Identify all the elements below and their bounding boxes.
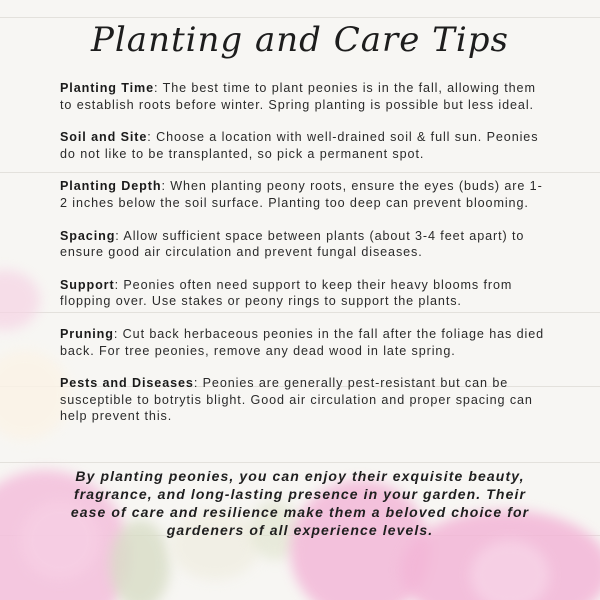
tip-heading: Pests and Diseases [60, 376, 194, 391]
tip-text: : Choose a location with well-drained soil & full sun. Peonies do not like to be transplanted, so pick a permanent spot. [60, 130, 539, 161]
tip-text: : Cut back herbaceous peonies in the fall after the foliage has died back. For tree peonies, remove any dead wood in late spring. [60, 326, 545, 358]
tip-text: : Peonies are generally pest-resistant but can be susceptible to botrytis blight. Good air circulation and proper spacing can help prevent this. [60, 376, 533, 424]
tip-heading: Soil and Site [60, 130, 148, 145]
tip-text: : When planting peony roots, ensure the eyes (buds) are 1-2 inches below the soil surface. Planting too deep can prevent blooming. [60, 179, 543, 210]
tip-pests-and-diseases [60, 375, 550, 425]
closing-statement: By planting peonies, you can enjoy their exquisite beauty, fragrance, and long-lasting presence in your garden. Their ease of care and resilience make them a beloved choice for gardeners of all experience levels. [70, 468, 530, 538]
tip-spacing [60, 228, 550, 261]
tip-pruning [60, 326, 550, 359]
tips-list [60, 80, 550, 441]
tip-text: : Peonies often need support to keep their heavy blooms from flopping over. Use stakes or peony rings to support the plants. [60, 277, 513, 309]
tip-support [60, 277, 550, 310]
peony-petal-decoration [0, 270, 40, 330]
tip-heading: Spacing [60, 228, 116, 243]
tip-heading: Pruning [60, 326, 114, 341]
tip-text: : Allow sufficient space between plants (about 3-4 feet apart) to ensure good air circulation and prevent fungal diseases. [60, 228, 525, 260]
tip-heading: Planting Time [60, 81, 155, 95]
tip-planting-depth [60, 178, 550, 211]
tip-text: : The best time to plant peonies is in the fall, allowing them to establish roots before winter. Spring planting is possible but less ideal. [60, 81, 536, 112]
tip-soil-and-site [60, 129, 550, 162]
tip-planting-time [60, 80, 550, 113]
tip-heading: Planting Depth [60, 179, 162, 194]
tip-heading: Support [60, 277, 115, 292]
page-title: Planting and Care Tips [91, 20, 509, 60]
wood-plank-line [0, 462, 600, 463]
